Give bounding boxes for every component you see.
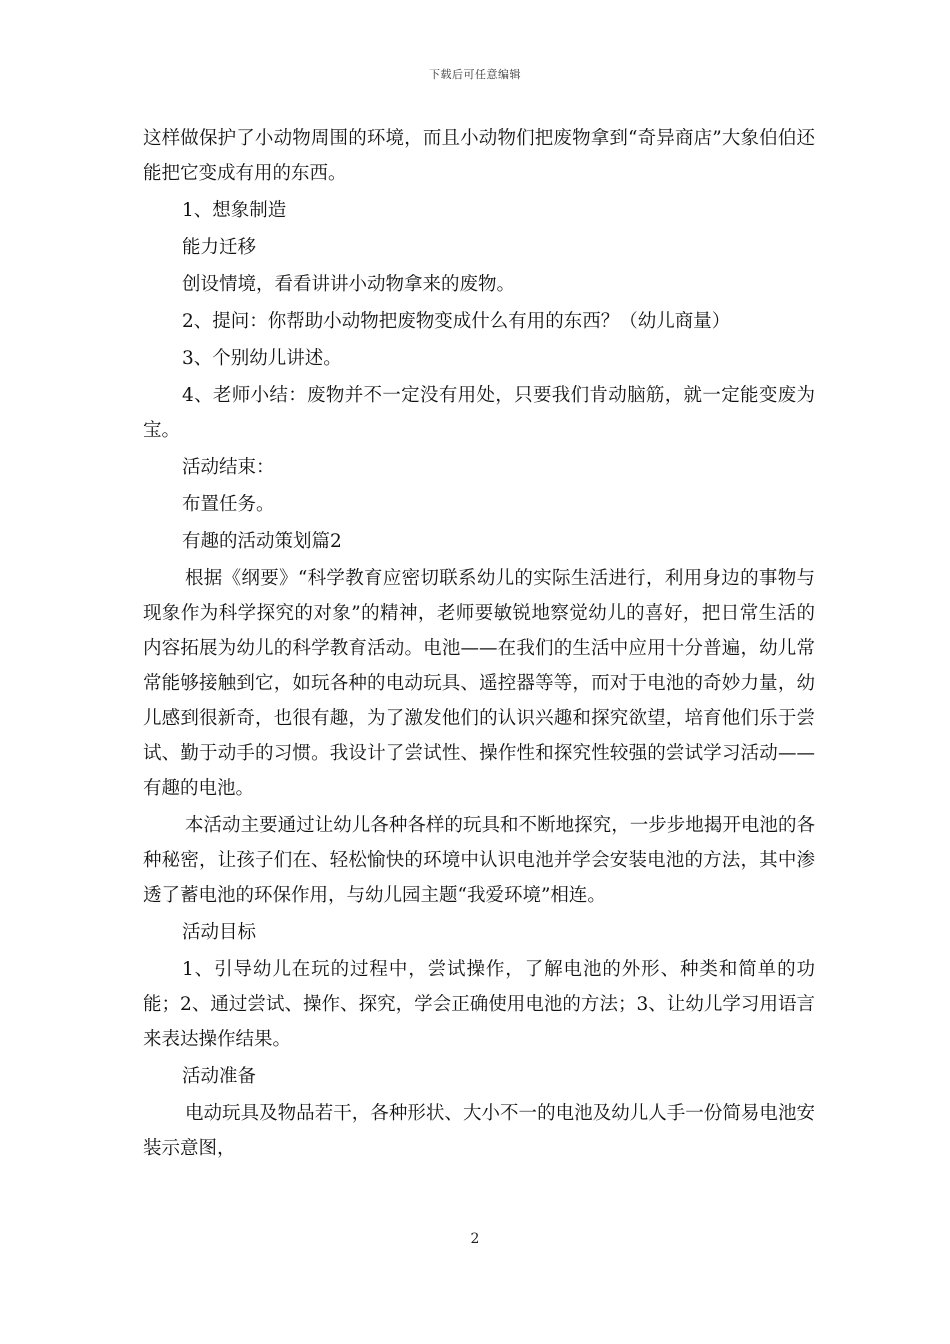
document-body [143, 121, 815, 1168]
paragraph: 1、引导幼儿在玩的过程中，尝试操作，了解电池的外形、种类和简单的功能；2、通过尝试、操作、探究，学会正确使用电池的方法；3、让幼儿学习用语言来表达操作结果。 [143, 959, 815, 1050]
section-heading: 活动准备 [182, 1066, 257, 1087]
paragraph: 这样做保护了小动物周围的环境，而且小动物们把废物拿到“奇异商店”大象伯伯还能把它变成有用的东西。 [143, 128, 815, 184]
paragraph: 1、想象制造 [182, 200, 287, 221]
paragraph: 根据《纲要》“科学教育应密切联系幼儿的实际生活进行，利用身边的事物与现象作为科学探究的对象”的精神，老师要敏锐地察觉幼儿的喜好，把日常生活的内容拓展为幼儿的科学教育活动。电池——在我们的生活中应用十分普遍，幼儿常常能够接触到它，如玩各种的电动玩具、遥控器等等，而对于电池的奇妙力量，幼儿感到很新奇，也很有趣，为了激发他们的认识兴趣和探究欲望，培育他们乐于尝试、勤于动手的习惯。我设计了尝试性、操作性和探究性较强的尝试学习活动——有趣的电池。 [143, 568, 815, 799]
paragraph: 3、个别幼儿讲述。 [182, 348, 342, 369]
page-header: 下载后可任意编辑 [429, 68, 521, 81]
paragraph: 创设情境，看看讲讲小动物拿来的废物。 [182, 274, 516, 295]
paragraph: 电动玩具及物品若干，各种形状、大小不一的电池及幼儿人手一份简易电池安装示意图， [143, 1103, 815, 1159]
section-heading: 活动目标 [182, 922, 257, 943]
paragraph: 活动结束： [182, 457, 275, 478]
paragraph: 本活动主要通过让幼儿各种各样的玩具和不断地探究，一步步地揭开电池的各种秘密，让孩子们在、轻松愉快的环境中认识电池并学会安装电池的方法，其中渗透了蓄电池的环保作用，与幼儿园主题“我爱环境”相连。 [143, 815, 815, 906]
page-number: 2 [470, 1231, 480, 1247]
paragraph: 能力迁移 [182, 237, 257, 258]
paragraph: 布置任务。 [182, 494, 275, 515]
section-heading: 有趣的活动策划篇2 [182, 531, 342, 552]
paragraph: 2、提问：你帮助小动物把废物变成什么有用的东西？（幼儿商量） [182, 311, 731, 332]
paragraph: 4、老师小结：废物并不一定没有用处，只要我们肯动脑筋，就一定能变废为宝。 [143, 385, 815, 441]
